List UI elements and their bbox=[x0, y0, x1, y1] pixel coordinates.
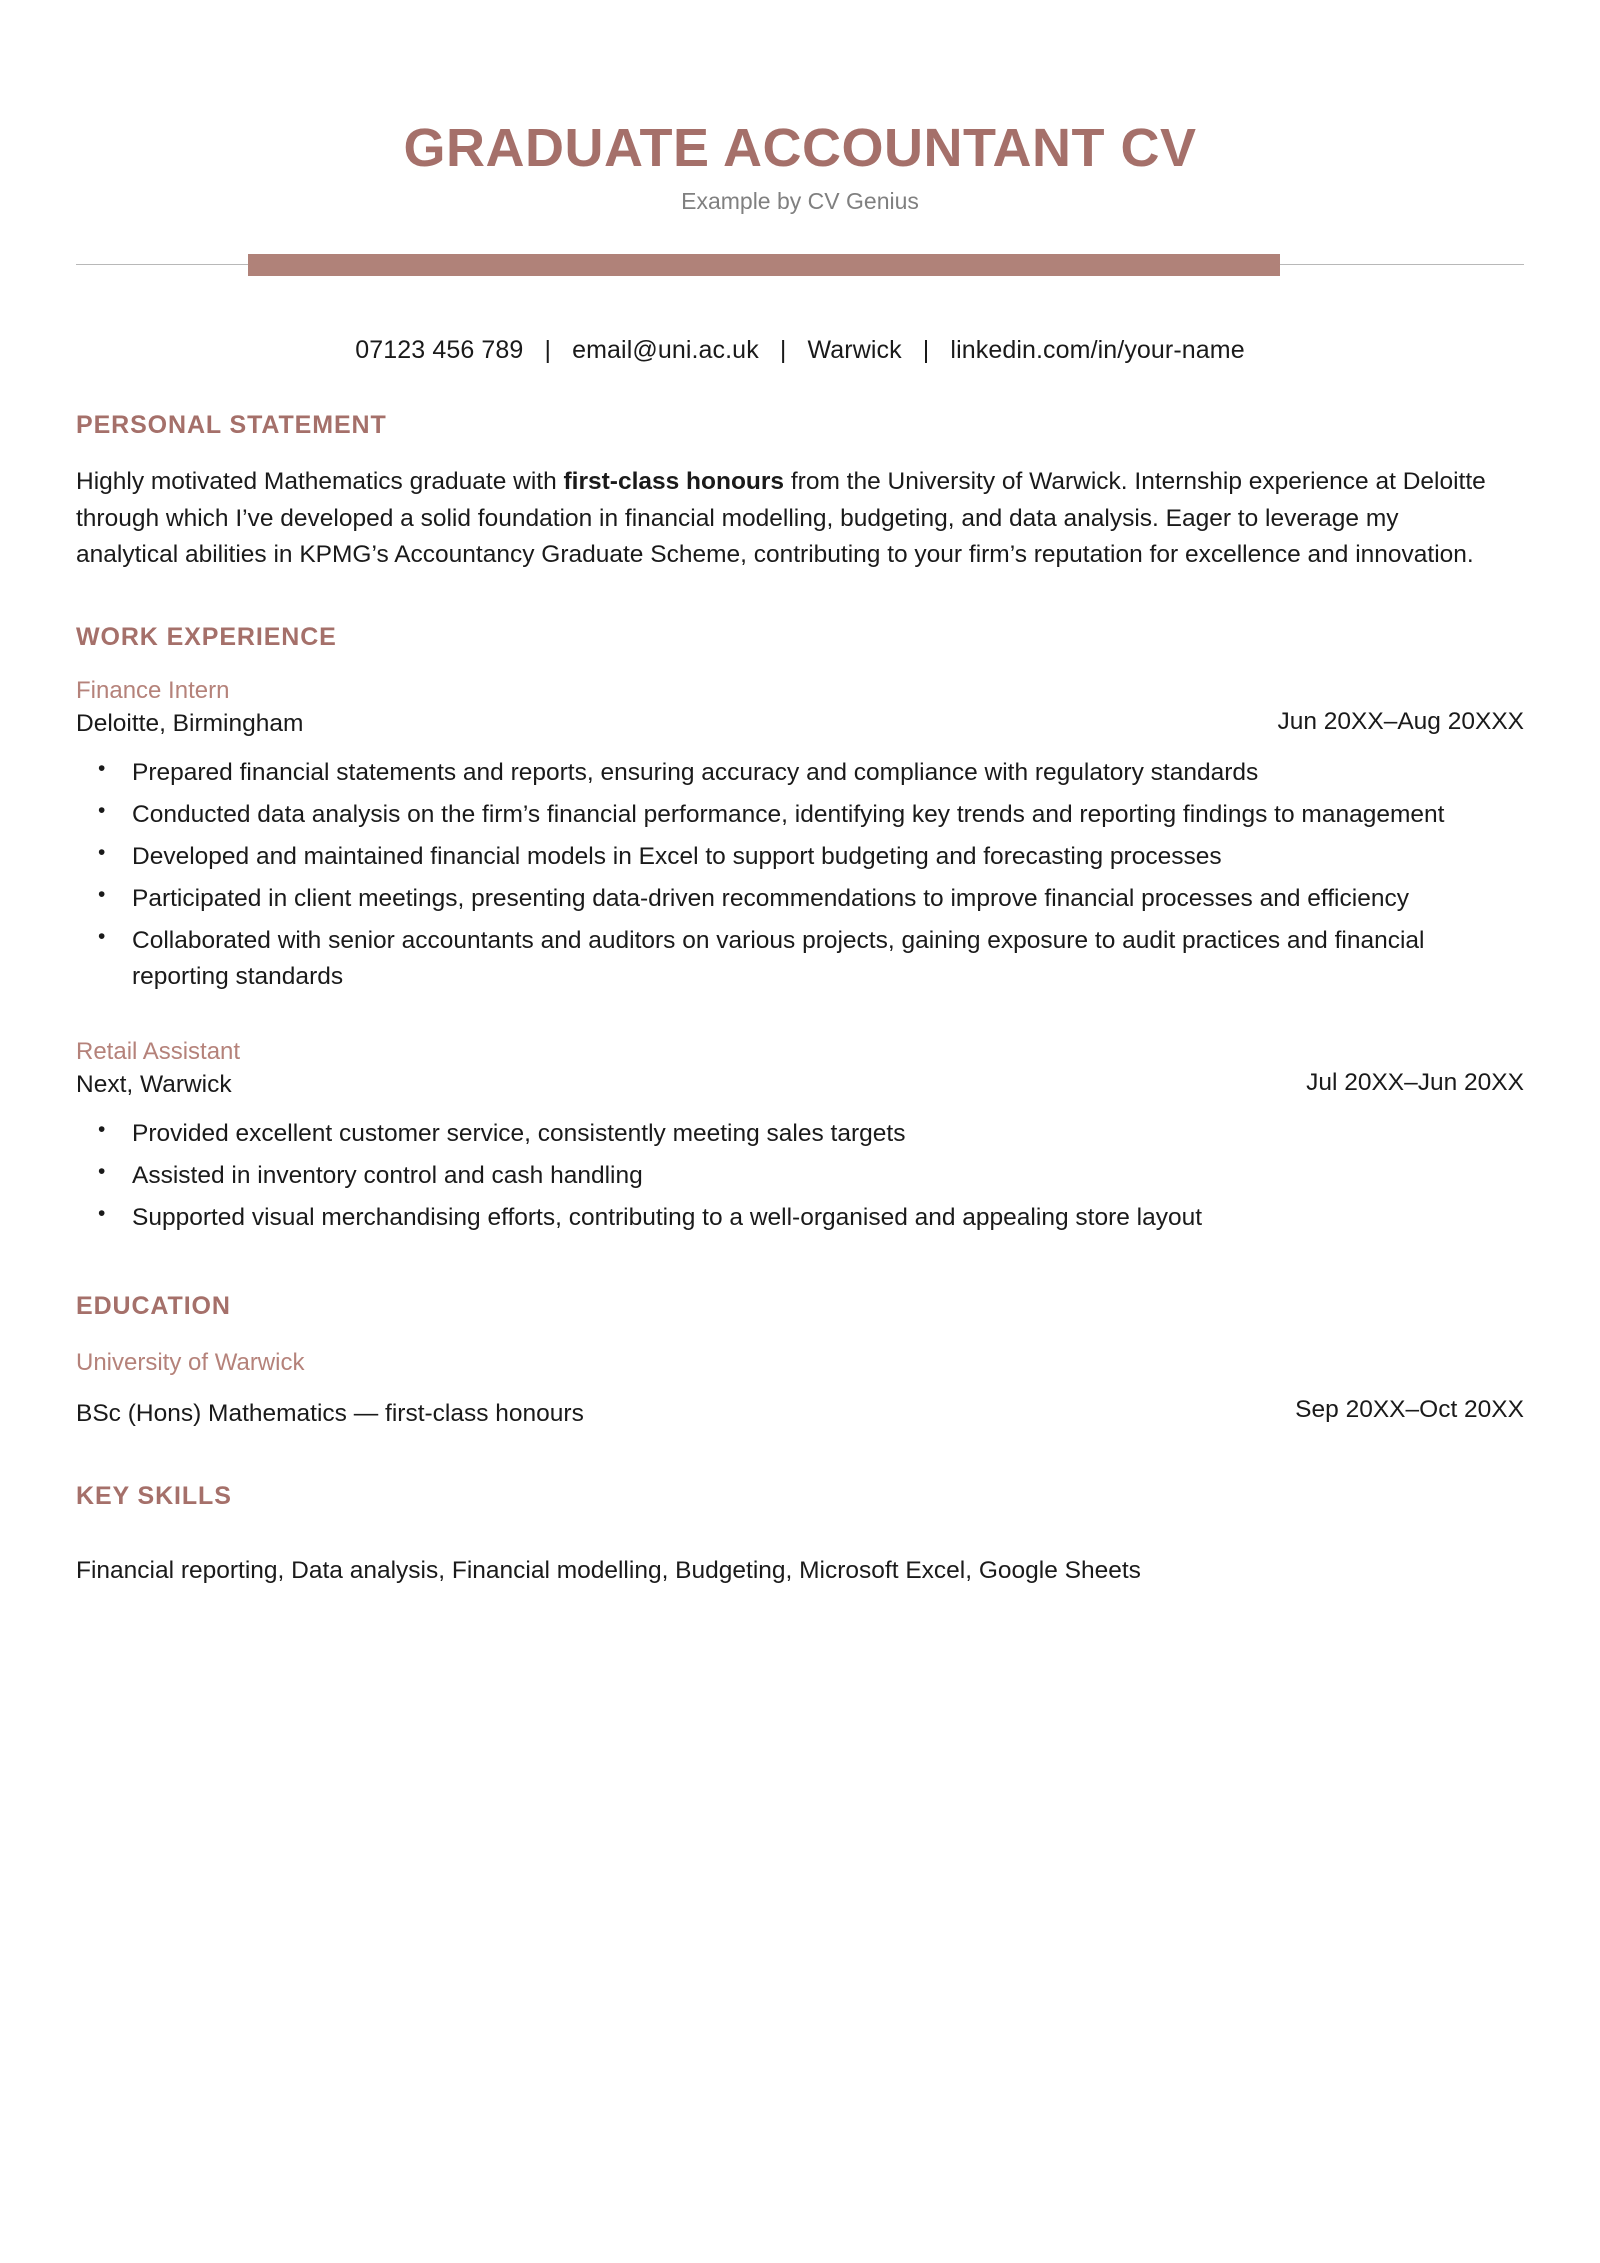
section-personal-statement bbox=[76, 411, 1524, 573]
education-school: University of Warwick bbox=[76, 1349, 305, 1377]
education-dates: Sep 20XX–Oct 20XX bbox=[1295, 1396, 1524, 1424]
section-heading-education: EDUCATION bbox=[76, 1292, 231, 1321]
education-degree: BSc (Hons) Mathematics — first-class honours bbox=[76, 1400, 584, 1428]
work-entry-organisation: Deloitte, Birmingham bbox=[76, 710, 304, 738]
section-heading-work-experience: WORK EXPERIENCE bbox=[76, 623, 337, 652]
work-entry bbox=[76, 676, 1524, 995]
section-work-experience bbox=[76, 623, 1524, 1236]
bullet-item: • Developed and maintained financial models in Excel to support budgeting and forecasting processes bbox=[76, 839, 1506, 875]
section-education bbox=[76, 1292, 1524, 1428]
work-entry-dates: Jun 20XX–Aug 20XXX bbox=[1277, 708, 1524, 736]
education-entry-meta bbox=[76, 1396, 1524, 1428]
education-entry bbox=[76, 1347, 1524, 1428]
cv-title: GRADUATE ACCOUNTANT CV bbox=[403, 118, 1197, 178]
contact-email[interactable]: email@uni.ac.uk bbox=[572, 336, 759, 365]
bullet-item: • Conducted data analysis on the firm’s financial performance, identifying key trends and reporting findings to management bbox=[76, 797, 1506, 833]
work-entry bbox=[76, 1037, 1524, 1236]
personal-statement-body bbox=[76, 464, 1524, 573]
contact-location: Warwick bbox=[807, 336, 902, 365]
statement-bold-phrase: first-class honours bbox=[563, 468, 785, 496]
work-entry-role: Retail Assistant bbox=[76, 1038, 241, 1066]
cv-header bbox=[76, 0, 1524, 215]
work-entry-dates: Jul 20XX–Jun 20XX bbox=[1306, 1069, 1524, 1097]
contact-separator: | bbox=[544, 336, 552, 365]
work-entry-bullets bbox=[76, 755, 1524, 995]
bullet-item: • Supported visual merchandising efforts, contributing to a well-organised and appealing store layout bbox=[76, 1200, 1506, 1236]
section-key-skills bbox=[76, 1482, 1524, 1589]
contact-phone: 07123 456 789 bbox=[355, 336, 524, 365]
section-heading-key-skills: KEY SKILLS bbox=[76, 1482, 232, 1511]
work-entry-bullets bbox=[76, 1116, 1524, 1236]
personal-statement-text bbox=[76, 464, 1496, 573]
bullet-item: • Provided excellent customer service, consistently meeting sales targets bbox=[76, 1116, 1506, 1152]
work-entry-meta bbox=[76, 708, 1524, 738]
bullet-item: • Collaborated with senior accountants and auditors on various projects, gaining exposure to audit practices and financial reporting standards bbox=[76, 923, 1506, 995]
divider-accent-bar bbox=[248, 254, 1280, 276]
statement-part-2: from the University of Warwick. Internship experience at Deloitte through which I’ve developed a solid foundation in financial modelling, budgeting, and data analysis. Eager to leverage my analytical abilities in KPMG’s Accountancy Graduate Scheme, contributing to your firm’s reputation for excellence and innovation. bbox=[76, 468, 1486, 568]
cv-subtitle: Example by CV Genius bbox=[681, 188, 919, 215]
key-skills-body bbox=[76, 1553, 1524, 1589]
contact-linkedin[interactable]: linkedin.com/in/your-name bbox=[950, 336, 1245, 365]
work-experience-body bbox=[76, 676, 1524, 1236]
contact-separator: | bbox=[922, 336, 930, 365]
bullet-item: • Assisted in inventory control and cash handling bbox=[76, 1158, 1506, 1194]
work-entry-meta bbox=[76, 1069, 1524, 1099]
statement-part-1: Highly motivated Mathematics graduate with bbox=[76, 468, 564, 496]
contact-separator: | bbox=[779, 336, 787, 365]
bullet-item: • Prepared financial statements and reports, ensuring accuracy and compliance with regulatory standards bbox=[76, 755, 1506, 791]
header-divider bbox=[76, 252, 1524, 278]
contact-info-line bbox=[76, 336, 1524, 365]
work-entry-organisation: Next, Warwick bbox=[76, 1071, 232, 1099]
key-skills-text: Financial reporting, Data analysis, Financial modelling, Budgeting, Microsoft Excel, Google Sheets bbox=[76, 1557, 1141, 1585]
education-body bbox=[76, 1347, 1524, 1428]
work-entry-role: Finance Intern bbox=[76, 677, 230, 705]
section-heading-personal-statement: PERSONAL STATEMENT bbox=[76, 411, 387, 440]
bullet-item: • Participated in client meetings, presenting data-driven recommendations to improve financial processes and efficiency bbox=[76, 881, 1506, 917]
